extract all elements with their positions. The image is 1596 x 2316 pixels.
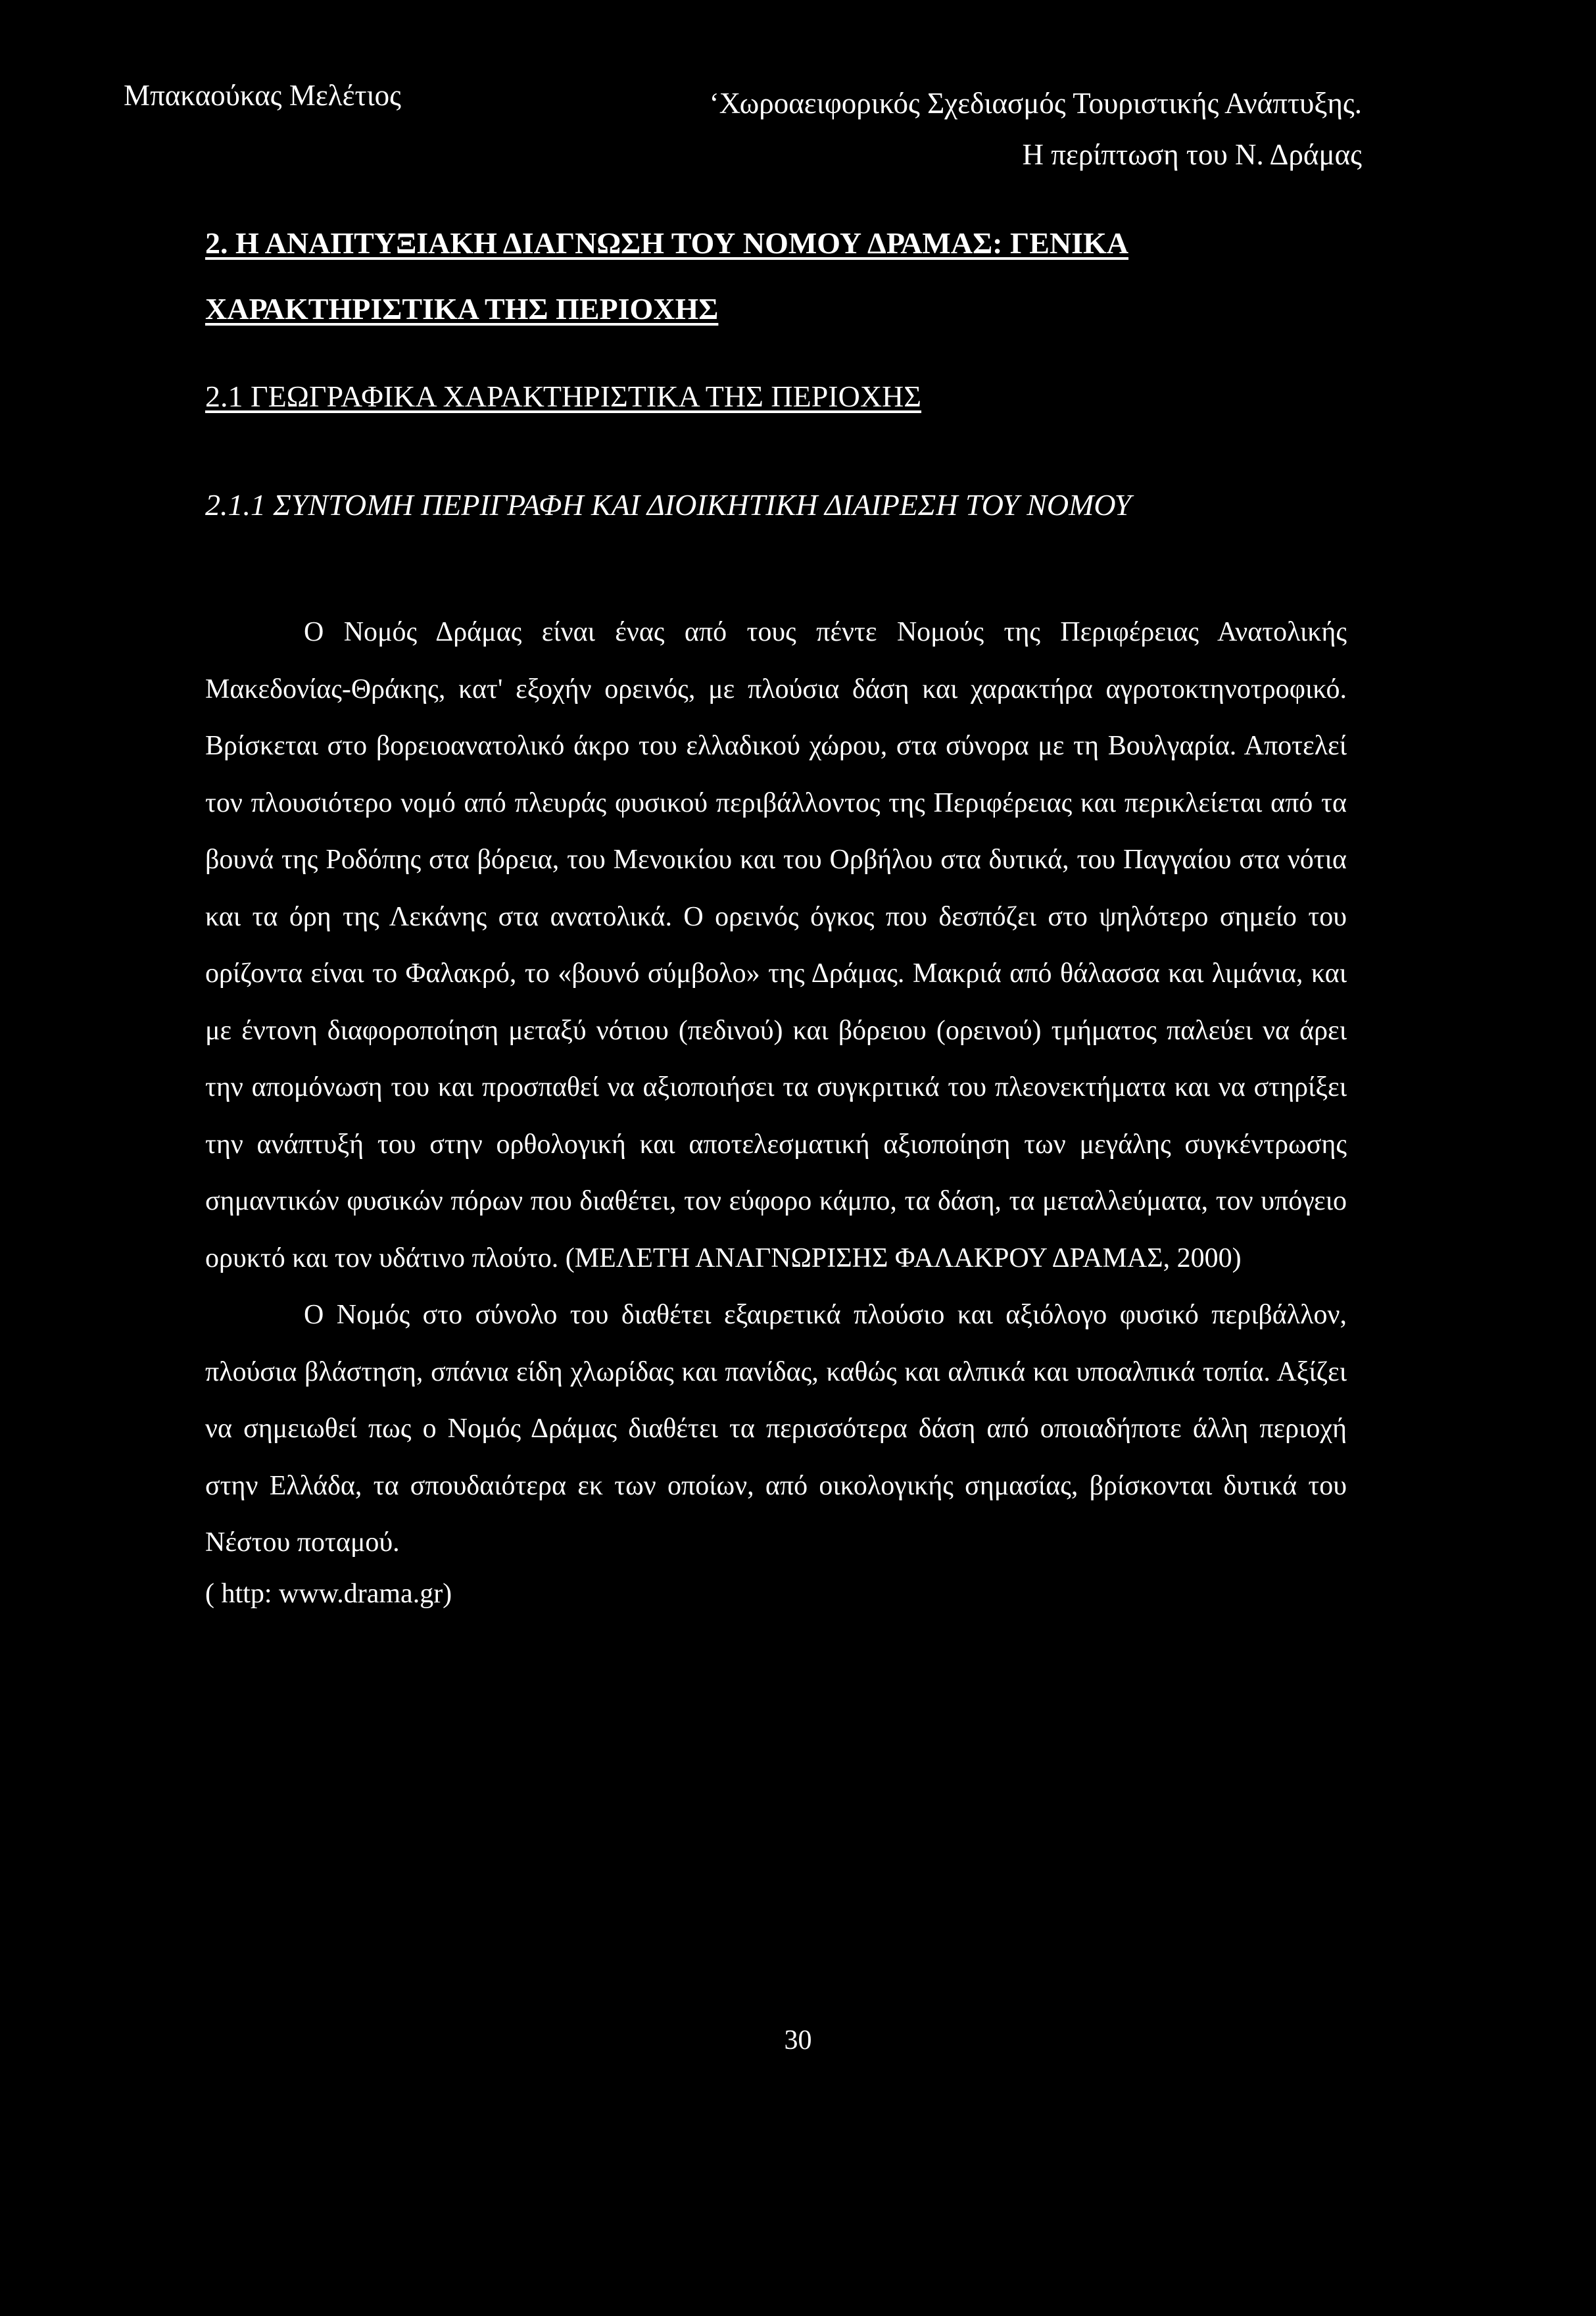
header-title [710, 78, 1362, 180]
body-text [205, 604, 1347, 1571]
header-author: Μπακαούκας Μελέτιος [124, 79, 402, 112]
subsection-heading: 2.1 ΓΕΩΓΡΑΦΙΚΑ ΧΑΡΑΚΤΗΡΙΣΤΙΚΑ ΤΗΣ ΠΕΡΙΟΧΗΣ [205, 380, 922, 413]
section-heading: 2. Η ΑΝΑΠΤΥΞΙΑΚΗ ΔΙΑΓΝΩΣΗ ΤΟΥ ΝΟΜΟΥ ΔΡΑΜΑΣ: ΓΕΝΙΚΑ ΧΑΡΑΚΤΗΡΙΣΤΙΚΑ ΤΗΣ ΠΕΡΙΟΧΗΣ [205, 226, 1129, 326]
header-title-line2: Η περίπτωση του Ν. Δράμας [1022, 138, 1362, 171]
header-title-line1: ‘Χωροαειφορικός Σχεδιασμός Τουριστικής Ανάπτυξης. [709, 87, 1362, 120]
paragraph: Ο Νομός Δράμας είναι ένας από τους πέντε Νομούς της Περιφέρειας Ανατολικής Μακεδονίας-Θράκης, κατ' εξοχήν ορεινός, με πλούσια δάση και χαρακτήρα αγροτοκτηνοτροφικό. Βρίσκεται στο βορειοανατολικό άκρο του ελλαδικού χώρου, στα σύνορα με τη Βουλγαρία. Αποτελεί τον πλουσιότερο νομό από πλευράς φυσικού περιβάλλοντος της Περιφέρειας και περικλείεται από τα βουνά της Ροδόπης στα βόρεια, του Μενοικίου και του Ορβήλου στα δυτικά, του Παγγαίου στα νότια και τα όρη της Λεκάνης στα ανατολικά. Ο ορεινός όγκος που δεσπόζει στο ψηλότερο σημείο του ορίζοντα είναι το Φαλακρό, το «βουνό σύμβολο» της Δράμας. Μακριά από θάλασσα και λιμάνια, και με έντονη διαφοροποίηση μεταξύ νότιου (πεδινού) και βόρειου (ορεινού) τμήματος παλεύει να άρει την απομόνωση του και προσπαθεί να αξιοποιήσει τα συγκριτικά του πλεονεκτήματα και να στηρίξει την ανάπτυξή του στην ορθολογική και αποτελεσματική αξιοποίηση των μεγάλης συγκέντρωσης σημαντικών φυσικών πόρων που διαθέτει, τον εύφορο κάμπο, τα δάση, τα μεταλλεύματα, τον υπόγειο ορυκτό και τον υδάτινο πλούτο. (ΜΕΛΕΤΗ ΑΝΑΓΝΩΡΙΣΗΣ ΦΑΛΑΚΡΟΥ ΔΡΑΜΑΣ, 2000) [205, 617, 1347, 1273]
paragraph: Ο Νομός στο σύνολο του διαθέτει εξαιρετικά πλούσιο και αξιόλογο φυσικό περιβάλλον, πλούσια βλάστηση, σπάνια είδη χλωρίδας και πανίδας, καθώς και αλπικά και υποαλπικά τοπία. Αξίζει να σημειωθεί πως ο Νομός Δράμας διαθέτει τα περισσότερα δάση από οποιαδήποτε άλλη περιοχή στην Ελλάδα, τα σπουδαιότερα εκ των οποίων, από οικολογικής σημασίας, βρίσκονται δυτικά του Νέστου ποταμού. [205, 1300, 1347, 1558]
page-number: 30 [784, 2025, 812, 2056]
source-citation: ( http: www.drama.gr) [205, 1579, 452, 1609]
subsubsection-heading: 2.1.1 ΣΥΝΤΟΜΗ ΠΕΡΙΓΡΑΦΗ ΚΑΙ ΔΙΟΙΚΗΤΙΚΗ ΔΙΑΙΡΕΣΗ ΤΟΥ ΝΟΜΟΥ [205, 488, 1132, 522]
